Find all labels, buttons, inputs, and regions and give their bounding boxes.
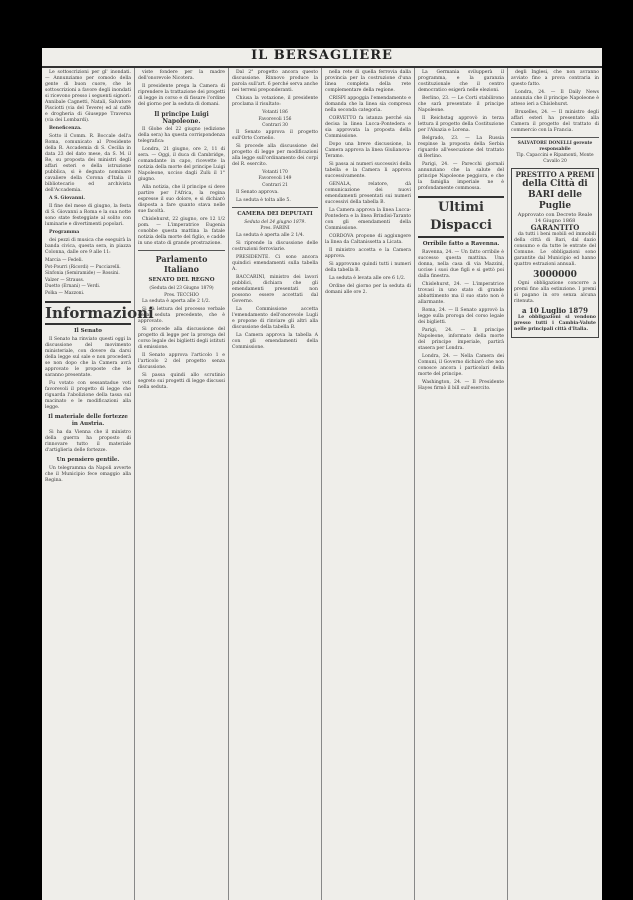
- column-1: [42, 68, 154, 900]
- paragraph: Belgrado, 23. — La Russia respinse la proposta della Serbia riguardo all'esecuzione del trattato di Berlino.: [418, 136, 504, 159]
- session-president: Pres. FARINI: [260, 226, 290, 232]
- paragraph: La seduta è aperta alle 2 1/2.: [142, 299, 211, 305]
- paragraph: Alla notizia, che il principe si deve partire per l'Africa, la regina espresse il suo dolore, e si dichiarò disposta a fare quanto stava nelle sue facoltà.: [138, 185, 225, 214]
- column-4: [322, 68, 415, 900]
- signature: SALVATORE DONELLI gerente responsabile: [517, 141, 593, 152]
- section-title: Ultimi Dispacci: [418, 196, 504, 238]
- paragraph: Sotto il Comm. R. Boccale dell'a Roma, comunicato al Presidente della R. Accademia di S. Cecilia in data 23 del dato mese, da S. M. il Re, su proposta dei ministri degli affari esteri e della istruzione pubblica, si è degnato nominare cavaliere della Corona d'Italia il bibliotecario ed archivista dell'Accademia.: [45, 134, 131, 193]
- session-date: Seduta del 24 giugno 1879.: [244, 219, 306, 225]
- divider: [232, 207, 318, 208]
- article-title: Il Senato: [74, 327, 102, 334]
- paragraph: Il Globe del 22 giugno (edizione della sera) ha questa corrispondenza telegrafica:: [138, 127, 225, 144]
- ad-heading: PRESTITO A PREMI: [515, 170, 595, 180]
- section-title: Informazioni: [45, 301, 131, 325]
- paragraph: Si riprende la discussione delle costruzioni ferroviarie.: [232, 240, 318, 252]
- session-president: Pres. TECCHIO: [164, 292, 199, 298]
- paragraph: Chislehurst, 22 giugno, ore 12 1/2 pom. — L'imperatrice Eugenia conobbe questa mattina la fatale notizia della morte del figlio, e cadde in uno stato di grande prostrazione.: [138, 217, 225, 246]
- paragraph: Chislehurst, 24. — L'imperatrice trovasi in uno stato di grande abbattimento ma il suo stato non è allarmante.: [418, 282, 504, 305]
- program-item: Pot-Pourri (Ricordi) — Pucciarelli.: [45, 264, 121, 270]
- program-list: [45, 258, 131, 297]
- masthead: IL BERSAGLIERE: [42, 48, 602, 68]
- paragraph-heading: Beneficenza.: [49, 126, 82, 131]
- paragraph: Si procede alla discussione del progetto di legge per la proroga del corso legale dei biglietti degli istituti di emissione.: [138, 327, 225, 351]
- program-item: Valzer — Strauss.: [45, 277, 85, 283]
- paragraph: Si procede alla discussione del progetto di legge per modificazioni alla legge sull'ordinamento dei corpi del R. esercito.: [232, 143, 318, 167]
- divider: [138, 250, 225, 251]
- paragraph: Dopo una breve discussione, la Camera approva la linea Giulianova-Teramo.: [325, 142, 411, 159]
- column-6: [508, 68, 602, 900]
- ad-paragraph: Ogni obbligazione concorre a premi fino alla estinzione. I premi si pagano in oro senza alcuna ritenuta.: [514, 281, 596, 305]
- paragraph: Si passa ai numeri successivi della tabella e la Camera li approva successivamente.: [325, 162, 411, 179]
- article-title: Un pensiero gentile.: [56, 456, 120, 463]
- ad-date: a 10 Luglio 1879: [522, 306, 588, 316]
- paragraph: Il Senato approva il progetto sull'Orto Cornelio.: [232, 129, 318, 141]
- program-item: Marcia — Fedeli.: [45, 258, 83, 263]
- paragraph: GENALA, relatore, dà comunicazione dei nuovi emendamenti presentati sui numeri successivi della tabella B.: [325, 182, 411, 205]
- paragraph: CORDOVA propone di aggiungere la linea da Caltanissetta a Licata.: [325, 234, 411, 245]
- program-item: Polka — Mazzoni.: [45, 290, 85, 296]
- article-title: Orribile fatto a Ravenna.: [422, 241, 500, 247]
- vote-line: Contrari 30: [262, 123, 288, 129]
- paragraph: Parigi, 24. — Il principe Napoleone, informato della morte del principe imperiale, partirà stasera per Londra.: [418, 328, 504, 351]
- ad-paragraph: Le obbligazioni si vendono presso tutti i Cambia-Valute nelle principali città d'Italia.: [514, 315, 596, 333]
- paragraph: Roma, 24. — Il Senato approvò la legge sulla proroga del corso legale dei biglietti.: [418, 308, 504, 325]
- ad-guarantee: GARANTITO: [530, 223, 580, 233]
- ad-subtitle: Approvato con Decreto Reale 14 Giugno 1868: [517, 212, 593, 225]
- paragraph: Si passa quindi allo scrutinio segreto sui progetti di legge discussi nella seduta.: [138, 373, 225, 391]
- article-title: CAMERA DEI DEPUTATI: [237, 210, 313, 217]
- column-5: [415, 68, 508, 900]
- paragraph: Bruxelles, 24. — Il ministro degli affari esteri ha presentato alla Camera il progetto del trattato di commercio con la Francia.: [511, 110, 599, 133]
- paragraph: CORVETTO fa istanza perché sia decisa la linea Lucca-Pontedera e sia approvata la proposta della Commissione.: [325, 116, 411, 139]
- article-title: SENATO DEL REGNO: [148, 277, 215, 283]
- paragraph: Il ministro accetta e la Camera approva.: [325, 248, 411, 259]
- paragraph: La Commissione accetta l'emendamento dell'onorevole Lugli e propone di rinviare gli altri alla discussione della tabella B.: [232, 306, 318, 330]
- paragraph: Ravenna, 24. — Un fatto orribile è successo questa mattina. Una donna, nella casa di via Mazzini, uccise i suoi due figli e si gettò poi dalla finestra.: [418, 250, 504, 279]
- column-3: [229, 68, 322, 900]
- paragraph: Washington, 24. — Il Presidente Hayes firmò il bill sull'esercito.: [418, 380, 504, 391]
- paragraph: Ordine del giorno per la seduta di domani alle ore 2.: [325, 284, 411, 295]
- column-2: [135, 68, 229, 900]
- paragraph-heading: Programma: [49, 230, 80, 235]
- paragraph: nella rete di quella ferrovia dalla provincia per la costruzione d'una linea completa della rete complementare della regione.: [325, 70, 411, 93]
- article-title: Il materiale delle fortezze in Austria.: [48, 413, 128, 427]
- paragraph: Parigi, 24. — Parecchi giornali annunziano che la salute del principe Napoleone peggiora, e che la famiglia imperiale ne è profondamente commossa.: [418, 162, 504, 191]
- paragraph: La seduta è tolta alle 5.: [236, 197, 291, 203]
- advertisement: [511, 168, 599, 338]
- paragraph: La Germania svilupperà il programma, e la garanzia costituzionale che il centro democratico esigerà nelle elezioni.: [418, 70, 504, 93]
- ad-prize: 3000000: [533, 270, 577, 281]
- paragraph: Il Reichstag approvò in terza lettura il progetto della Costituzione per l'Alsazia e Lorena.: [418, 116, 504, 133]
- article-title: Il principe Luigi Napoleone.: [154, 111, 209, 125]
- vote-line: Votanti 186: [262, 110, 288, 115]
- vote-line: Contrari 21: [262, 182, 288, 188]
- paragraph: CRISPI appoggia l'emendamento e domanda che la linea sia compresa nella seconda categoria.: [325, 96, 411, 113]
- paragraph: Chiusa la votazione, il presidente proclama il risultato:: [232, 96, 318, 107]
- paragraph: Berlino, 23. — Le Corti stabilirono che sarà presentato il principe Napoleone.: [418, 96, 504, 113]
- program-item: Duetto (Ernani) — Verdi.: [45, 284, 101, 290]
- paragraph: Il presidente prega la Camera di riprendere la trattazione dei progetti di legge in corso e di fissare l'ordine del giorno per la seduta di domani.: [138, 84, 225, 107]
- paragraph: Londra, 21 giugno, ore 2, 11 di sera. — Oggi, il duca di Cambridge, comandante in capo, ricevette la notizia della morte del principe Luigi Napoleone, ucciso dagli Zulù il 1° giugno.: [138, 147, 225, 182]
- paragraph: Si approvano quindi tutti i numeri della tabella B.: [325, 262, 411, 273]
- vote-line: Votanti 170: [262, 169, 288, 175]
- section-title: Parlamento Italiano: [155, 254, 208, 274]
- paragraph: Il Senato approva l'articolo 1 e l'articolo 2 del progetto senza discussione.: [138, 353, 225, 371]
- paragraph: PRESIDENTE. Ci sono ancora quindici emendamenti sulla tabella A.: [232, 254, 318, 272]
- paragraph: Londra, 24. — Il Daily News annunzia che il principe Napoleone è atteso ieri a Chislehurst.: [511, 90, 599, 107]
- paragraph: Londra, 24. — Nella Camera dei Comuni, il Governo dichiarò che non conosce ancora i particolari della morte del principe.: [418, 354, 504, 377]
- paragraph: viste fondere per la madre dell'onorevole Nicotera.: [138, 70, 225, 81]
- paragraph-heading: A S. Giovanni.: [49, 196, 85, 201]
- paragraph: La seduta è aperta alle 2 1/4.: [236, 232, 305, 238]
- paragraph: La Camera approva la linea Lucca-Pontedera e la linea Brindisi-Taranto con gli emendamenti della Commissione.: [325, 208, 411, 231]
- newspaper-page: [42, 48, 602, 900]
- divider: [511, 137, 599, 138]
- ad-paragraph: da tutti i beni mobili ed immobili della città di Bari, dal dazio consumo e da tutte le entrate del Comune. Le obbligazioni sono garantite dal Municipio ed hanno quattro estrazioni annuali.: [514, 232, 596, 268]
- paragraph: Il Senato ha rinviato questi oggi la discussione del movimento ministeriale, con dovere da darsi della legge sul sale e non procederà se non dopo che la Camera avrà approvato le proposte che le saranno presentate.: [45, 336, 131, 378]
- paragraph: Le sottoscrizioni per gl' inondati. — Annunziamo per comodo della gente di buon cuore, che le sottoscrizioni a favore degli inondati si ricevono presso i seguenti signori: Annibale Cagnetti, Natali, Salvatore Pisciotti (via del Tevere) ed al caffè e drogheria di Giuseppe Traversa (via dei Lombardi).: [45, 70, 131, 123]
- paragraph: dei pezzi di musica che eseguirà la banda civica, questa sera, in piazza Colonna, dalle ore 9 alle 11:: [45, 238, 131, 255]
- paragraph: degli Inglesi, che non avranno avviato fino a prova contraria in questo fatto.: [511, 70, 599, 87]
- paragraph: Si ha da Vienna che il ministro della guerra ha proposto di rinnovare tutto il materiale d'artiglieria delle fortezze.: [45, 429, 131, 453]
- paragraph: Un telegramma da Napoli avverte che il Municipio fece omaggio alla Regina.: [45, 465, 131, 483]
- paragraph: Il fine del mese di giugno, la festa di S. Giovanni a Roma e la sua notte sono state festeggiate al solito con luminarie e divertimenti popolari.: [45, 204, 131, 227]
- vote-line: Favorevoli 149: [258, 176, 292, 182]
- printer-line: Tip. Capaccini e Ripamonti, Monte Cavallo 20: [516, 153, 594, 164]
- ad-title: della Città di BARI delle Puglie: [522, 179, 588, 212]
- vote-line: Favorevoli 156: [258, 116, 292, 122]
- session-date: (Seduta del 23 Giugno 1879): [149, 286, 214, 291]
- paragraph: Si dà lettura del processo verbale della seduta precedente, che è approvato.: [138, 307, 225, 325]
- program-item: Sinfonia (Semiramide) — Rossini.: [45, 271, 120, 277]
- paragraph: La seduta è levata alle ore 6 1/2.: [329, 276, 406, 281]
- paragraph: Fu votato con sessantadue voti favorevoli il progetto di legge che riguarda l'abolizione della tassa sul macinato e le modificazioni alla legge.: [45, 380, 131, 410]
- paragraph: Dal 2° progetto ancora questo discussione. Rinnovo produce la parola sull'art. 6 perché serva anche nei terreni preponderanti.: [232, 70, 318, 93]
- paragraph: BACCARINI, ministro dei lavori pubblici, dichiara che gli emendamenti presentati non possono essere accettati dal Governo.: [232, 274, 318, 304]
- paragraph: La Camera approva la tabella A con gli emendamenti della Commissione.: [232, 332, 318, 350]
- paragraph: Il Senato approva.: [236, 189, 279, 195]
